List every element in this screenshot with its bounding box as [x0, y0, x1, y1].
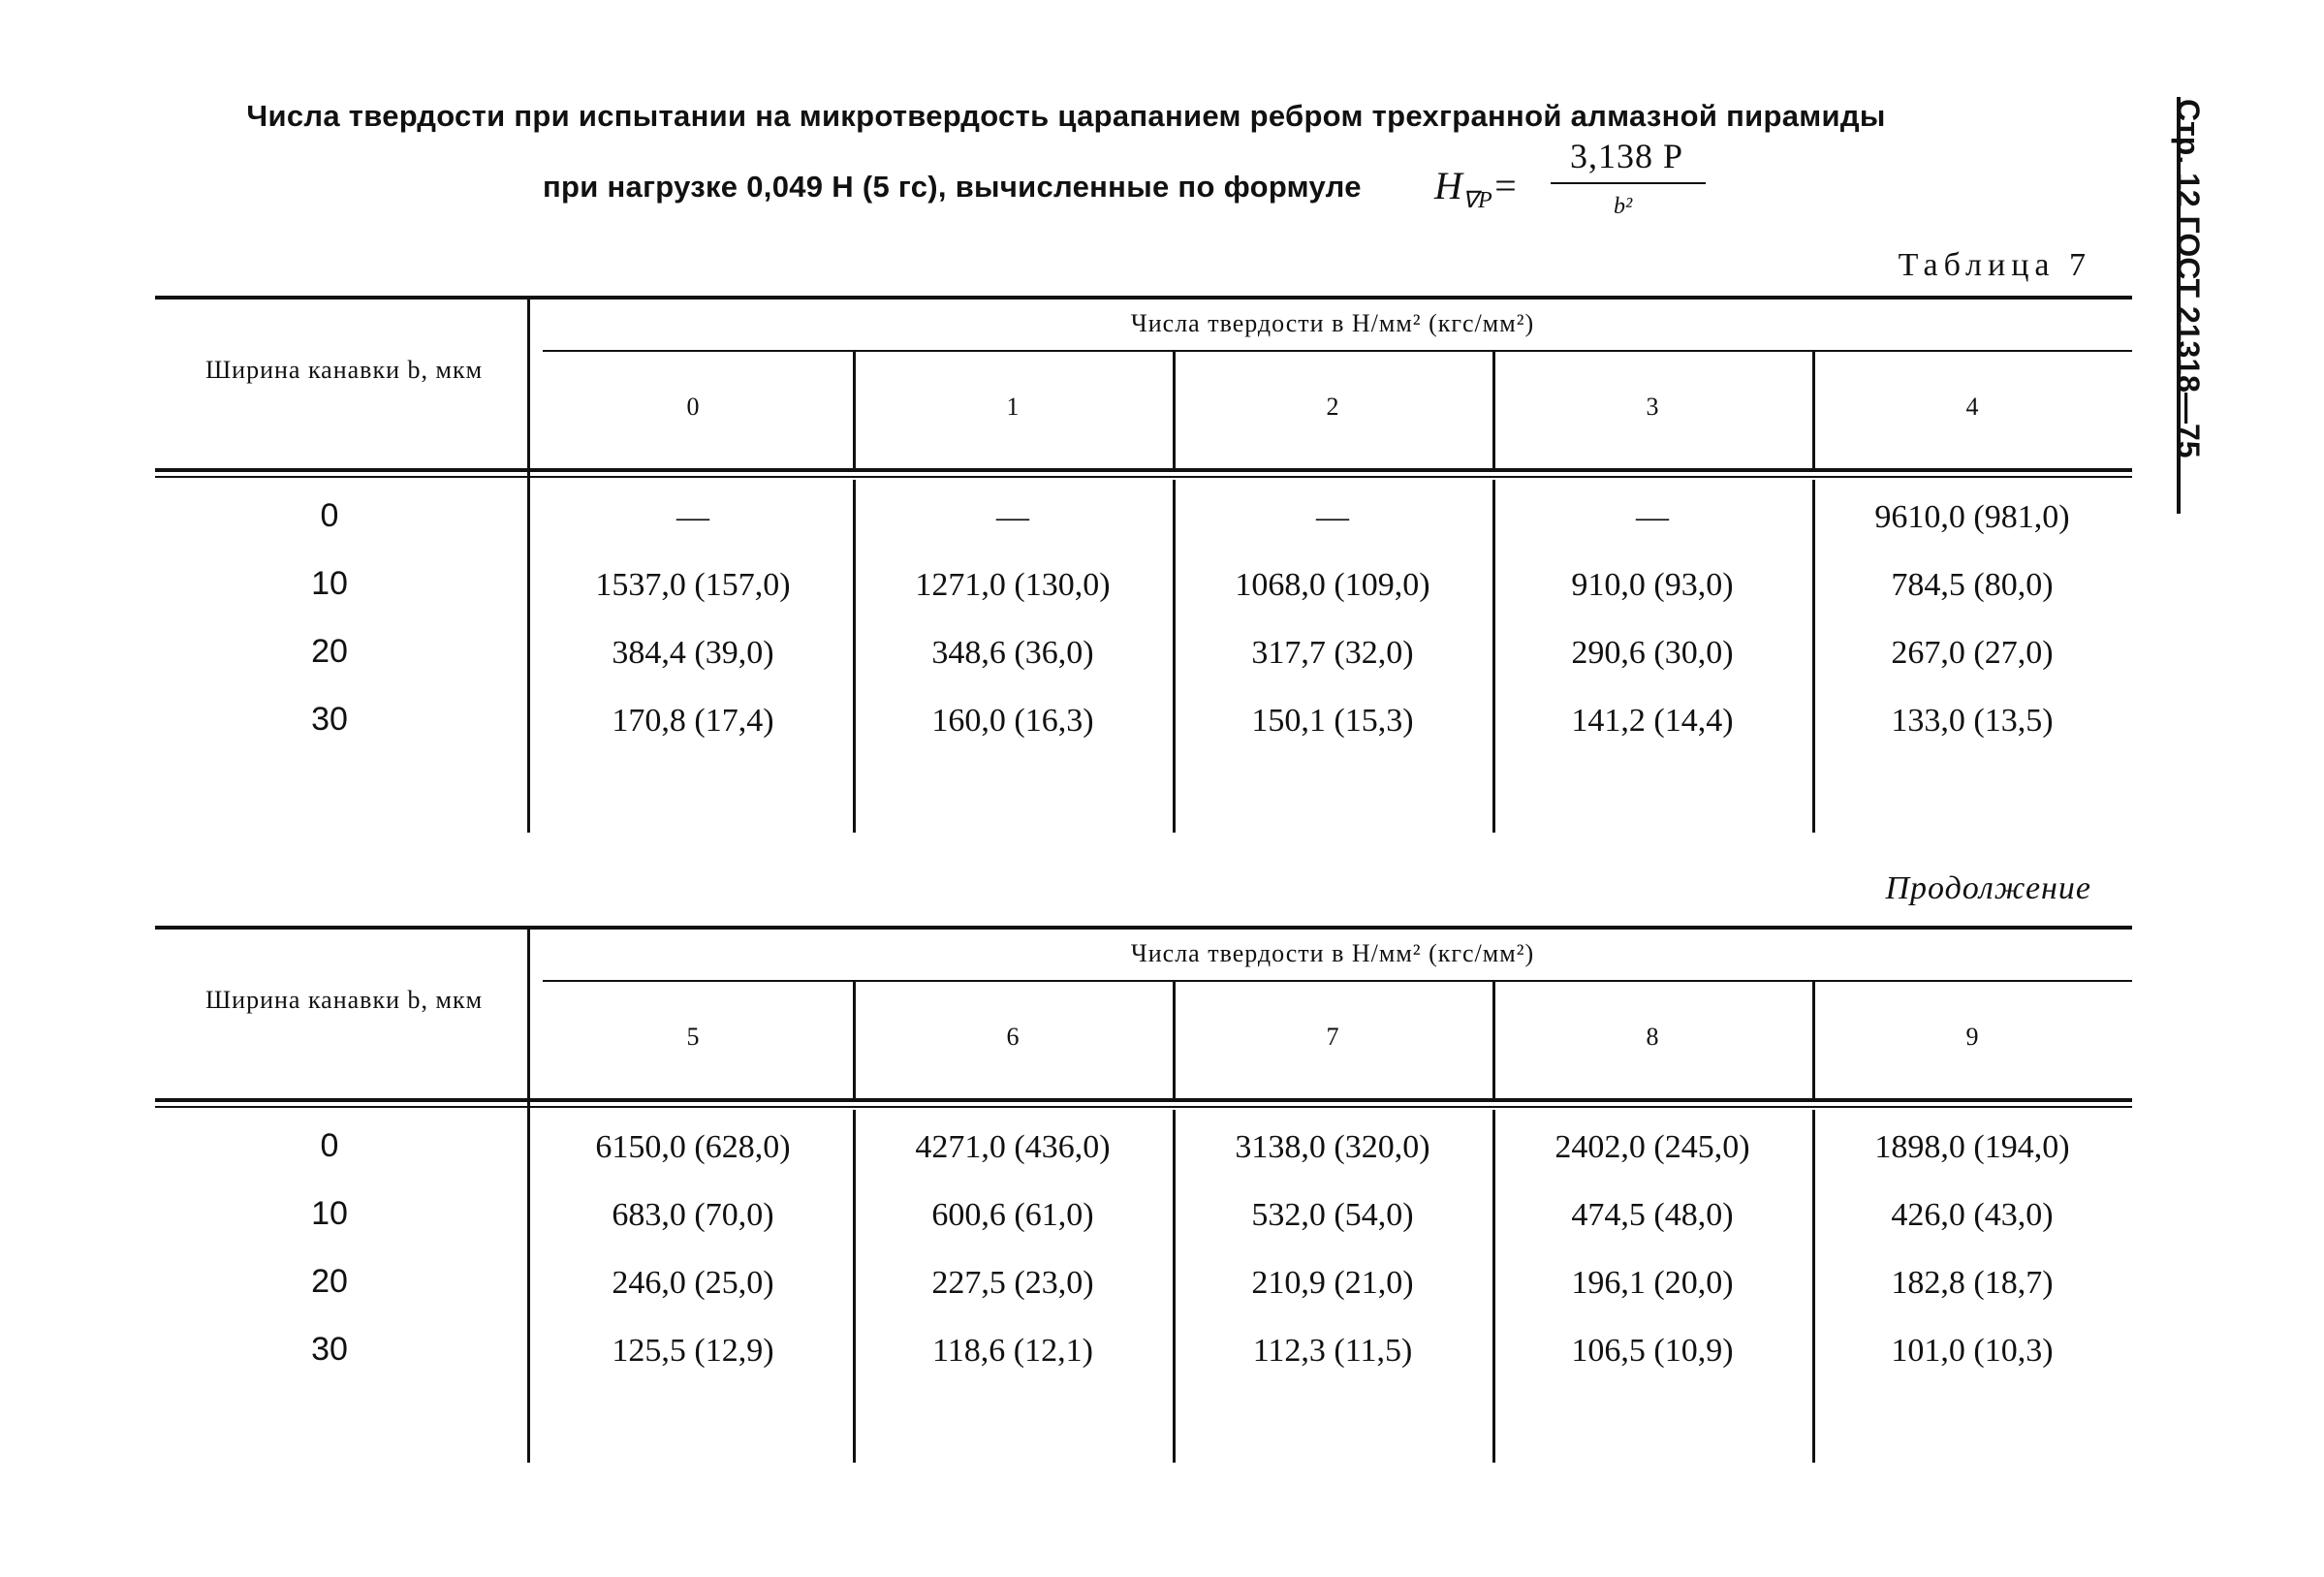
- column-header: 4: [1965, 393, 1979, 421]
- table-cell: 474,5 (48,0): [1571, 1197, 1734, 1233]
- column-divider: [527, 300, 530, 833]
- header-bottom-rule-2: [155, 476, 2132, 478]
- table-cell: 384,4 (39,0): [612, 635, 774, 671]
- table-cell: 106,5 (10,9): [1571, 1333, 1734, 1369]
- table-cell: —: [1636, 499, 1669, 535]
- row-label: 0: [320, 1127, 339, 1164]
- table-cell: 784,5 (80,0): [1891, 567, 2054, 603]
- formula-lhs: [1434, 163, 1519, 214]
- document-title: Числа твердости при испытании на микротвердость царапанием ребром трехгранной алмазной пирамиды: [246, 99, 1886, 133]
- hardness-table-part-1: [155, 296, 2132, 838]
- column-header: 9: [1965, 1023, 1979, 1051]
- row-header-caption: Ширина канавки b, мкм: [204, 986, 484, 1014]
- column-group-rule: [543, 980, 2132, 982]
- table-cell: 2402,0 (245,0): [1555, 1129, 1750, 1165]
- formula-numerator: 3,138 P: [1570, 137, 1684, 175]
- table-cell: 683,0 (70,0): [612, 1197, 774, 1233]
- formula-equals: =: [1492, 164, 1519, 207]
- table-cell: 1068,0 (109,0): [1235, 567, 1430, 603]
- table-cell: 290,6 (30,0): [1571, 635, 1734, 671]
- column-header: 0: [686, 393, 700, 421]
- running-head: [2167, 99, 2206, 525]
- table-cell: 910,0 (93,0): [1571, 567, 1734, 603]
- table-cell: 210,9 (21,0): [1251, 1265, 1414, 1301]
- table-cell: 426,0 (43,0): [1891, 1197, 2054, 1233]
- table-cell: —: [1316, 499, 1349, 535]
- formula-denominator: b²: [1614, 194, 1633, 219]
- table-cell: 182,8 (18,7): [1891, 1265, 2054, 1301]
- table-cell: 317,7 (32,0): [1251, 635, 1414, 671]
- table-cell: 3138,0 (320,0): [1235, 1129, 1430, 1165]
- column-group-header: Числа твердости в Н/мм² (кгс/мм²): [1130, 309, 1535, 337]
- table-cell: 600,6 (61,0): [931, 1197, 1094, 1233]
- row-header-caption: Ширина канавки b, мкм: [204, 356, 484, 384]
- table-cell: 1537,0 (157,0): [595, 567, 791, 603]
- table-cell: 196,1 (20,0): [1571, 1265, 1734, 1301]
- column-header: 5: [686, 1023, 700, 1051]
- column-header: 2: [1326, 393, 1339, 421]
- row-label: 20: [311, 1263, 348, 1300]
- formula-subscript: ∇P: [1461, 188, 1492, 213]
- table-cell: 267,0 (27,0): [1891, 635, 2054, 671]
- column-header: 1: [1006, 393, 1020, 421]
- row-label: 30: [311, 1331, 348, 1368]
- column-header: 6: [1006, 1023, 1020, 1051]
- table-cell: 9610,0 (981,0): [1874, 499, 2070, 535]
- formula-symbol: H: [1434, 164, 1462, 207]
- header-bottom-rule-2: [155, 1106, 2132, 1108]
- table-cell: 170,8 (17,4): [612, 703, 774, 739]
- table-cell: —: [996, 499, 1029, 535]
- column-group-rule: [543, 350, 2132, 352]
- table-cell: 160,0 (16,3): [931, 703, 1094, 739]
- header-bottom-rule: [155, 1098, 2132, 1102]
- table-cell: 246,0 (25,0): [612, 1265, 774, 1301]
- table-cell: 1271,0 (130,0): [915, 567, 1111, 603]
- table-cell: 150,1 (15,3): [1251, 703, 1414, 739]
- table-cell: 532,0 (54,0): [1251, 1197, 1414, 1233]
- table-cell: 125,5 (12,9): [612, 1333, 774, 1369]
- hardness-table-part-2: [155, 926, 2132, 1468]
- table-top-rule: [155, 296, 2132, 300]
- table-cell: 348,6 (36,0): [931, 635, 1094, 671]
- column-header: 8: [1646, 1023, 1659, 1051]
- column-header: 7: [1326, 1023, 1339, 1051]
- running-head-text: Стр. 12 ГОСТ 21318—75: [2171, 99, 2206, 458]
- row-label: 10: [311, 565, 348, 602]
- column-header: 3: [1646, 393, 1659, 421]
- formula-fraction-bar: [1551, 182, 1706, 184]
- table-cell: 118,6 (12,1): [932, 1333, 1093, 1369]
- column-group-header: Числа твердости в Н/мм² (кгс/мм²): [1130, 939, 1535, 967]
- table-cell: 4271,0 (436,0): [915, 1129, 1111, 1165]
- table-cell: 101,0 (10,3): [1891, 1333, 2054, 1369]
- document-subtitle: при нагрузке 0,049 Н (5 гс), вычисленные по формуле: [543, 170, 1362, 204]
- table-cell: 112,3 (11,5): [1252, 1333, 1413, 1369]
- row-label: 20: [311, 633, 348, 670]
- column-divider: [527, 930, 530, 1463]
- table-cell: 133,0 (13,5): [1891, 703, 2054, 739]
- table-cell: 1898,0 (194,0): [1874, 1129, 2070, 1165]
- table-cell: 141,2 (14,4): [1571, 703, 1734, 739]
- row-label: 0: [320, 497, 339, 534]
- table-cell: 6150,0 (628,0): [595, 1129, 791, 1165]
- row-label: 30: [311, 701, 348, 738]
- continuation-label: Продолжение: [1885, 870, 2091, 906]
- table-top-rule: [155, 926, 2132, 930]
- table-cell: 227,5 (23,0): [931, 1265, 1094, 1301]
- row-label: 10: [311, 1195, 348, 1232]
- header-bottom-rule: [155, 468, 2132, 472]
- table-cell: —: [676, 499, 709, 535]
- table-label: Таблица 7: [1898, 247, 2091, 283]
